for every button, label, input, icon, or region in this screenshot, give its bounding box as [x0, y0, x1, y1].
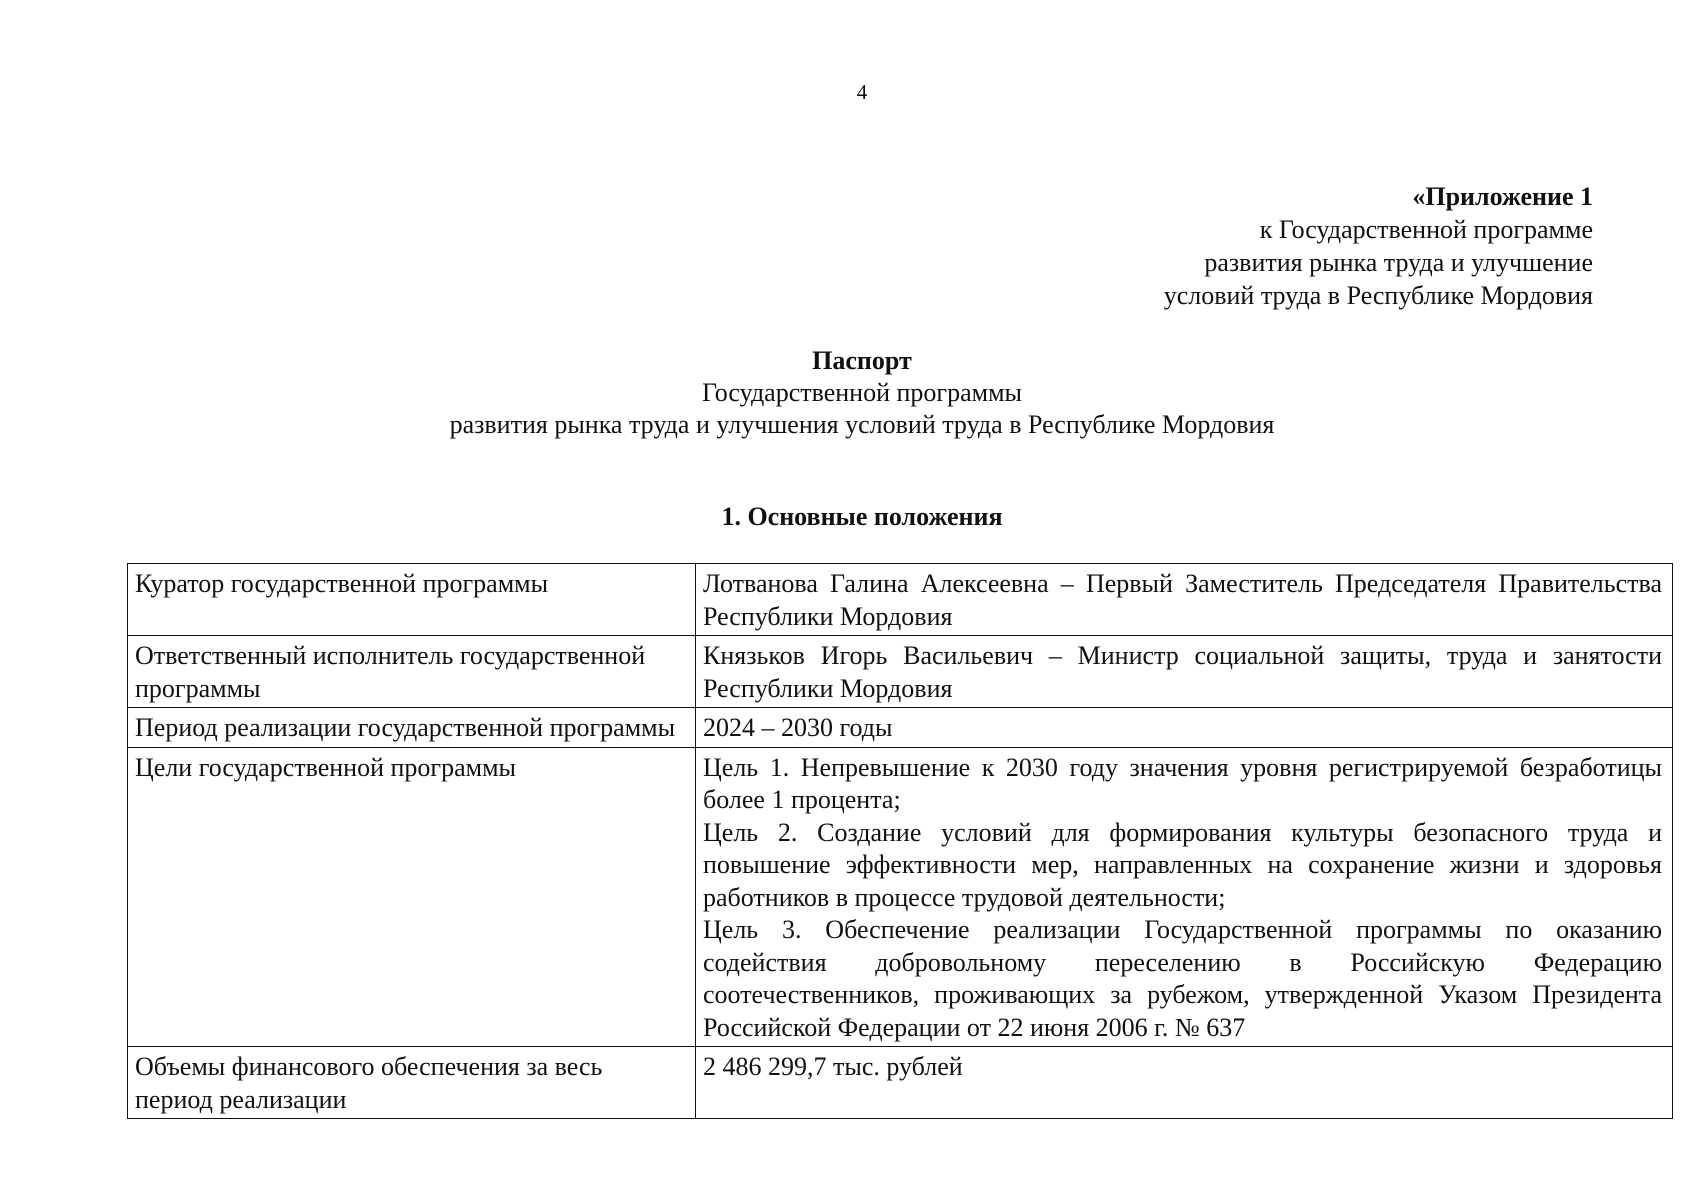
passport-table [127, 563, 1673, 1119]
page-number: 4 [856, 80, 868, 104]
table-row [128, 636, 1673, 708]
passport-subtitle-1: Государственной программы [701, 378, 1023, 407]
appendix-line-1: к Государственной программе [1259, 215, 1593, 244]
appendix-header [1164, 180, 1593, 312]
row-value-period: 2024 – 2030 годы [696, 708, 1673, 748]
appendix-line-2: развития рынка труда и улучшение [1204, 248, 1593, 277]
appendix-line-3: условий труда в Республике Мордовия [1163, 281, 1593, 310]
row-value-goals [696, 747, 1673, 1047]
row-label-funding: Объемы финансового обеспечения за весь период реализации [128, 1047, 696, 1119]
passport-subtitle-2: развития рынка труда и улучшения условий труда в Республике Мордовия [449, 410, 1275, 439]
goal-2: Цель 2. Создание условий для формирования культуры безопасного труда и повышение эффективности мер, направленных на сохранение жизни и здоровья работников в процессе трудовой деятельности; [703, 817, 1662, 912]
passport-title: Паспорт [812, 346, 912, 375]
table-row [128, 1047, 1673, 1119]
goal-1: Цель 1. Непревышение к 2030 году значения уровня регистрируемой безработицы более 1 процента; [703, 752, 1662, 814]
row-label-period: Период реализации государственной программы [128, 708, 696, 748]
passport-heading [0, 345, 1704, 441]
row-value-executor: Князьков Игорь Васильевич – Министр социальной защиты, труда и занятости Республики Мордовия [696, 636, 1673, 708]
goal-3: Цель 3. Обеспечение реализации Государственной программы по оказанию содействия добровольному переселению в Российскую Федерацию соотечественников, проживающих за рубежом, утвержденной Указом Президента Российской Федерации от 22 июня 2006 г. № 637 [703, 915, 1662, 1042]
row-label-executor: Ответственный исполнитель государственной программы [128, 636, 696, 708]
row-value-curator: Лотванова Галина Алексеевна – Первый Заместитель Председателя Правительства Республики Мордовия [696, 564, 1673, 636]
table-row [128, 564, 1673, 636]
row-label-goals: Цели государственной программы [128, 747, 696, 1047]
row-value-funding: 2 486 299,7 тыс. рублей [696, 1047, 1673, 1119]
table-row [128, 747, 1673, 1047]
section-title: 1. Основные положения [721, 502, 1003, 531]
appendix-title: «Приложение 1 [1412, 182, 1593, 211]
table-row [128, 708, 1673, 748]
row-label-curator: Куратор государственной программы [128, 564, 696, 636]
